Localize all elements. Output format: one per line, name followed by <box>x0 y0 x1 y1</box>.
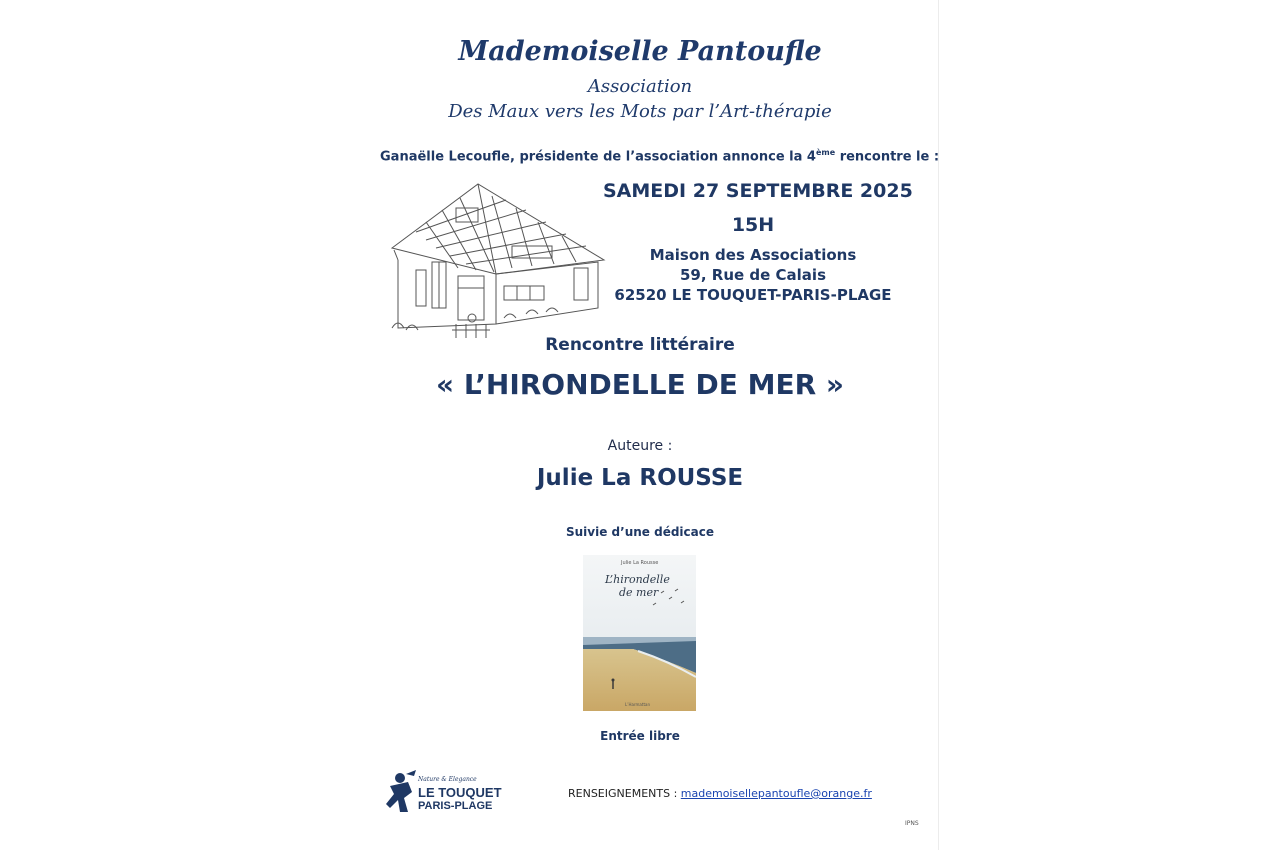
logo-tagline: Nature & Elegance <box>418 776 477 783</box>
announcement-line: Ganaëlle Lecoufle, présidente de l’association annonce la 4ème rencontre le : <box>380 148 940 165</box>
print-mark: IPNS <box>905 820 919 827</box>
le-touquet-logo <box>386 768 506 814</box>
contact-email-link[interactable]: mademoisellepantoufle@orange.fr <box>680 787 872 800</box>
entry-note: Entrée libre <box>600 729 680 743</box>
venue-name: Maison des Associations <box>649 246 857 264</box>
contact-info <box>568 787 872 800</box>
book-cover-image <box>583 555 696 711</box>
logo-line-paris-plage: PARIS-PLAGE <box>418 800 493 812</box>
association-subtitle: Association <box>587 76 693 97</box>
cover-author-text: Julie La Rousse <box>621 560 659 566</box>
event-kind: Rencontre littéraire <box>545 335 735 355</box>
contact-label: RENSEIGNEMENTS : <box>568 787 681 800</box>
cover-title-line1: L’hirondelle <box>605 573 670 586</box>
page-edge-divider <box>938 0 939 850</box>
house-sketch-illustration <box>386 178 608 344</box>
author-name: Julie La ROUSSE <box>536 465 744 491</box>
cover-publisher-text: L’Harmattan <box>625 702 651 707</box>
cover-title-line2: de mer <box>619 586 659 599</box>
signing-note: Suivie d’une dédicace <box>566 525 714 539</box>
venue-street: 59, Rue de Calais <box>679 266 826 284</box>
venue-city: 62520 LE TOUQUET-PARIS-PLAGE <box>614 286 892 304</box>
logo-line-touquet: LE TOUQUET <box>418 785 502 800</box>
association-tagline: Des Maux vers les Mots par l’Art-thérapie <box>448 101 832 122</box>
author-label: Auteure : <box>607 438 673 454</box>
association-title: Mademoiselle Pantoufle <box>458 36 822 67</box>
event-time: 15H <box>731 214 775 236</box>
event-date: SAMEDI 27 SEPTEMBRE 2025 <box>603 180 913 202</box>
book-title-heading: « L’HIRONDELLE DE MER » <box>436 368 844 401</box>
